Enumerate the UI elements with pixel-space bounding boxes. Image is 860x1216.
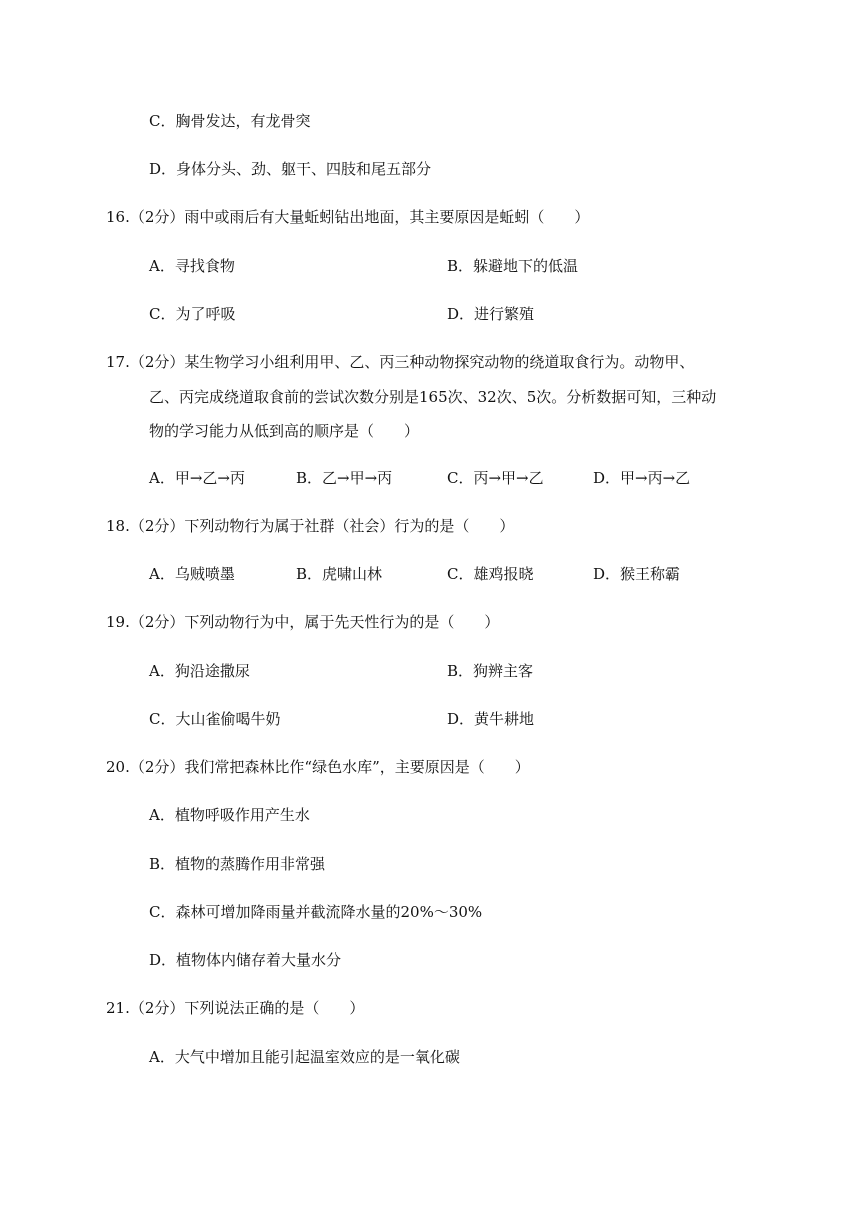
question-17-stem-line-3: 物的学习能力从低到高的顺序是（ ） [149,422,420,440]
option-19-a: A．狗沿途撒尿 [149,662,250,680]
option-20-d: D．植物体内储存着大量水分 [149,951,342,969]
option-18-d: D．猴王称霸 [593,565,681,583]
option-20-c: C．森林可增加降雨量并截流降水量的20%～30% [149,903,483,921]
option-16-b: B．躲避地下的低温 [447,257,579,275]
option-20-a: A．植物呼吸作用产生水 [149,806,310,824]
option-19-d: D．黄牛耕地 [447,710,535,728]
question-17-stem-line-1: 17.（2分）某生物学习小组利用甲、乙、丙三种动物探究动物的绕道取食行为。动物甲、 [106,353,695,371]
option-15-d: D．身体分头、劲、躯干、四肢和尾五部分 [149,160,432,178]
option-15-c: C．胸骨发达，有龙骨突 [149,112,311,130]
option-17-c: C．丙→甲→乙 [447,469,544,487]
question-21-stem: 21.（2分）下列说法正确的是（ ） [106,999,365,1017]
option-17-b: B．乙→甲→丙 [296,469,393,487]
option-19-c: C．大山雀偷喝牛奶 [149,710,281,728]
option-18-a: A．乌贼喷墨 [149,565,235,583]
option-16-c: C．为了呼吸 [149,305,236,323]
option-19-b: B．狗辨主客 [447,662,534,680]
option-16-d: D．进行繁殖 [447,305,535,323]
question-19-stem: 19.（2分）下列动物行为中，属于先天性行为的是（ ） [106,613,500,631]
option-16-a: A．寻找食物 [149,257,235,275]
option-18-b: B．虎啸山林 [296,565,383,583]
option-18-c: C．雄鸡报晓 [447,565,534,583]
option-21-a: A．大气中增加且能引起温室效应的是一氧化碳 [149,1048,460,1066]
question-18-stem: 18.（2分）下列动物行为属于社群（社会）行为的是（ ） [106,517,515,535]
option-17-a: A．甲→乙→丙 [149,469,245,487]
option-17-d: D．甲→丙→乙 [593,469,691,487]
question-16-stem: 16.（2分）雨中或雨后有大量蚯蚓钻出地面，其主要原因是蚯蚓（ ） [106,208,590,226]
question-17-stem-line-2: 乙、丙完成绕道取食前的尝试次数分别是165次、32次、5次。分析数据可知，三种动 [149,388,717,406]
option-20-b: B．植物的蒸腾作用非常强 [149,855,326,873]
question-20-stem: 20.（2分）我们常把森林比作“绿色水库”，主要原因是（ ） [106,758,530,776]
